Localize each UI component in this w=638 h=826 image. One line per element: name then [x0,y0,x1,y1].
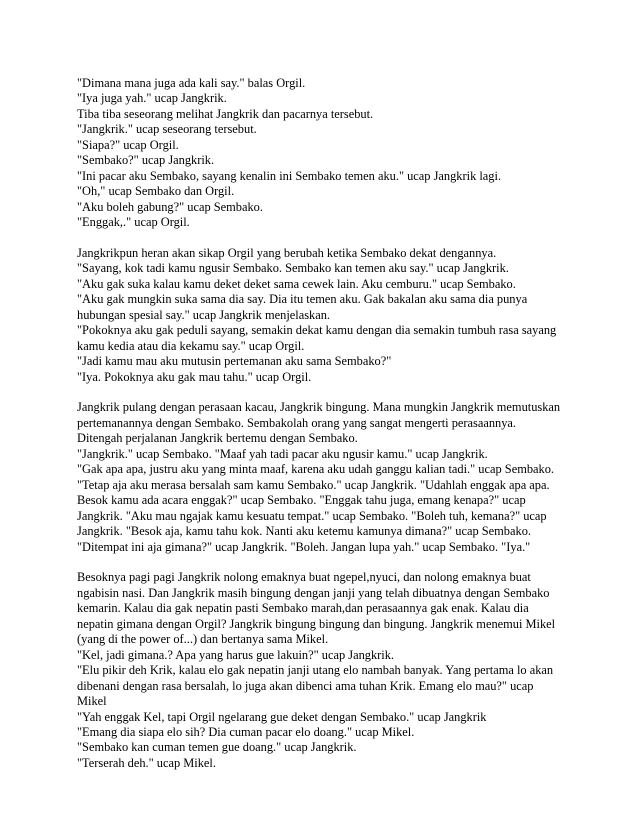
text-line: "Ditempat ini aja gimana?" ucap Jangkrik. "Boleh. Jangan lupa yah." ucap Sembako. "Iya." [77,539,531,554]
text-line: kamu kedia atau dia kekamu say." ucap Orgil. [77,338,305,353]
text-line: Besoknya pagi pagi Jangkrik nolong emaknya buat ngepel,nyuci, dan nolong emaknya buat [77,570,531,585]
text-line: pertemanannya dengan Sembako. Sembakolah orang yang sangat mengerti perasaannya. [77,415,517,430]
text-line: nepatin gimana dengan Orgil? Jangkrik bingung bingung dan bingung. Jangkrik menemui Mikel [77,616,556,631]
paragraph-2 [77,246,567,385]
text-line: "Enggak,." ucap Orgil. [77,215,190,230]
text-line: "Dimana mana juga ada kali say." balas Orgil. [77,76,306,90]
text-line: ngabisin nasi. Dan Jangkrik masih bingung dengan janji yang telah dibuatnya dengan Sembako [77,585,550,600]
text-line: "Aku gak suka kalau kamu deket deket sama cewek lain. Aku cemburu." ucap Sembako. [77,276,516,291]
text-line: "Aku boleh gabung?" ucap Sembako. [77,199,263,214]
text-line: "Tetap aja aku merasa bersalah sam kamu Sembako." ucap Jangkrik. "Udahlah enggak apa apa. [77,477,550,492]
text-line: Jangkrik. "Aku mau ngajak kamu kesuatu tempat." ucap Sembako. "Boleh tuh, kemana?" ucap [77,508,547,523]
text-line: "Iya. Pokoknya aku gak mau tahu." ucap Orgil. [77,369,312,384]
text-line: "Gak apa apa, justru aku yang minta maaf, karena aku udah ganggu kalian tadi." ucap Sembako. [77,462,555,477]
text-line: "Sembako?" ucap Jangkrik. [77,153,215,168]
text-line: "Pokoknya aku gak peduli sayang, semakin dekat kamu dengan dia semakin tumbuh rasa sayang [77,323,557,338]
text-line: hubungan spesial say." ucap Jangkrik menjelaskan. [77,307,331,322]
text-line: Besok kamu ada acara enggak?" ucap Sembako. "Enggak tahu juga, emang kenapa?" ucap [77,493,526,508]
text-line: "Aku gak mungkin suka sama dia say. Dia itu temen aku. Gak bakalan aku sama dia punya [77,292,528,307]
text-line: "Kel, jadi gimana.? Apa yang harus gue lakuin?" ucap Jangkrik. [77,647,395,662]
text-line: "Ini pacar aku Sembako, sayang kenalin ini Sembako temen aku." ucap Jangkrik lagi. [77,168,502,183]
text-line: dibenani dengan rasa bersalah, lo juga akan dibenci ama tuhan Krik. Emang elo mau?" ucap [77,678,534,693]
text-line: (yang di the power of...) dan bertanya sama Mikel. [77,632,329,647]
paragraph-1 [77,76,567,231]
text-line: Jangkrik. "Besok aja, kamu tahu kok. Nanti aku ketemu kamunya dimana?" ucap Sembako. [77,524,531,539]
text-line: "Siapa?" ucap Orgil. [77,137,179,152]
text-line: "Oh," ucap Sembako dan Orgil. [77,184,235,199]
text-line: Ditengah perjalanan Jangkrik bertemu dengan Sembako. [77,431,358,446]
document-page [77,76,567,771]
text-line: "Sayang, kok tadi kamu ngusir Sembako. Sembako kan temen aku say." ucap Jangkrik. [77,261,509,276]
text-line: "Emang dia siapa elo sih? Dia cuman pacar elo doang." ucap Mikel. [77,724,415,739]
text-line: "Jangkrik." ucap seseorang tersebut. [77,122,257,137]
text-line: "Iya juga yah." ucap Jangkrik. [77,91,227,106]
text-line: "Jadi kamu mau aku mutusin pertemanan aku sama Sembako?" [77,354,392,369]
text-line: "Terserah deh." ucap Mikel. [77,755,216,770]
text-line: Jangkrikpun heran akan sikap Orgil yang berubah ketika Sembako dekat dengannya. [77,245,497,260]
paragraph-3 [77,400,567,555]
text-line: "Yah enggak Kel, tapi Orgil ngelarang gue deket dengan Sembako." ucap Jangkrik [77,709,487,724]
paragraph-4 [77,570,567,771]
text-line: "Sembako kan cuman temen gue doang." ucap Jangkrik. [77,740,357,755]
text-line: "Jangkrik." ucap Sembako. "Maaf yah tadi pacar aku ngusir kamu." ucap Jangkrik. [77,446,488,461]
text-line: "Elu pikir deh Krik, kalau elo gak nepatin janji utang elo nambah banyak. Yang pertama lo akan [77,663,554,678]
text-line: Mikel [77,694,107,709]
text-line: Jangkrik pulang dengan perasaan kacau, Jangkrik bingung. Mana mungkin Jangkrik memutuskan [77,400,561,415]
text-line: Tiba tiba seseorang melihat Jangkrik dan pacarnya tersebut. [77,106,374,121]
text-line: kemarin. Kalau dia gak nepatin pasti Sembako marah,dan perasaannya gak enak. Kalau dia [77,601,529,616]
